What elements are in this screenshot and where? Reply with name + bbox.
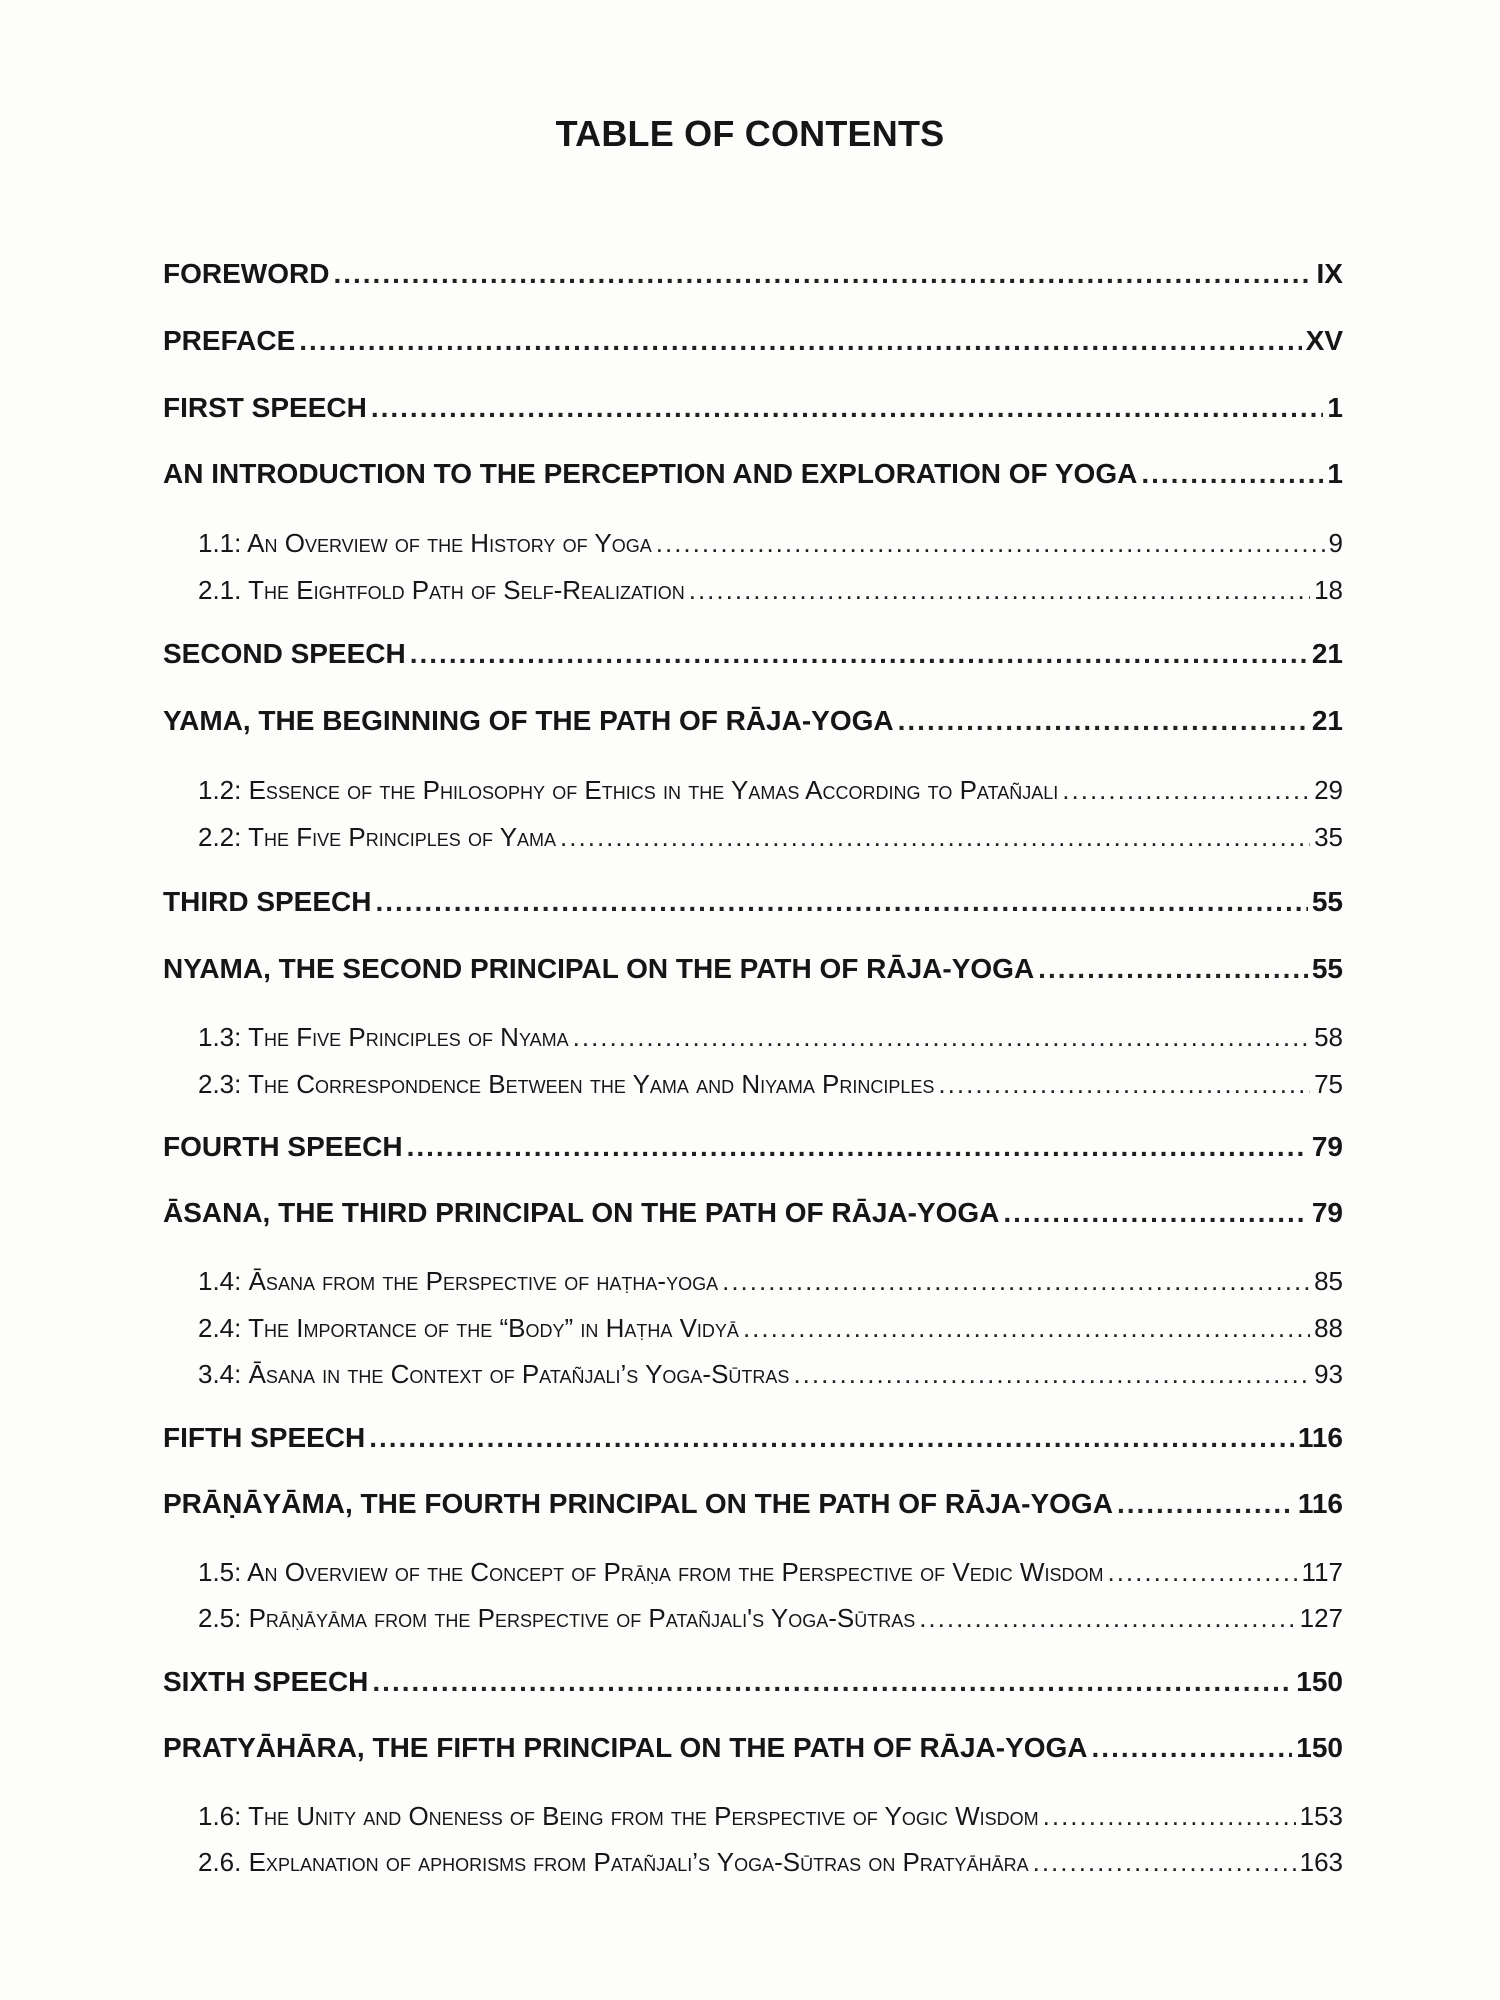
- toc-entry-label: FIFTH SPEECH: [163, 1422, 366, 1453]
- toc-entry: [163, 1557, 1343, 1593]
- dot-leader: [1003, 1197, 1307, 1229]
- toc-entry-page: 79: [1311, 1131, 1343, 1162]
- toc-entry-page: 150: [1296, 1732, 1343, 1763]
- toc-entry-label: YAMA, THE BEGINNING OF THE PATH OF RĀJA-YOGA: [163, 705, 894, 736]
- toc-entry-label: THIRD SPEECH: [163, 886, 372, 917]
- toc-entry: [163, 1801, 1343, 1837]
- dot-leader: [919, 1603, 1295, 1634]
- dot-leader: [333, 258, 1312, 290]
- toc-entry-page: 93: [1314, 1359, 1343, 1389]
- toc-entry-page: 153: [1299, 1801, 1343, 1831]
- toc-entry-page: 88: [1314, 1313, 1343, 1343]
- toc-entry-page: 55: [1311, 886, 1343, 917]
- toc-entry: [163, 528, 1343, 564]
- toc-entry-page: 150: [1296, 1666, 1343, 1697]
- toc-entry-page: 116: [1297, 1422, 1343, 1453]
- toc-entry-label: 1.1: An Overview of the History of Yoga: [198, 528, 652, 558]
- toc-entry: [163, 1603, 1343, 1639]
- toc-entry-page: 163: [1299, 1847, 1343, 1877]
- toc-entry-label: 2.2: The Five Principles of Yama: [198, 822, 557, 852]
- dot-leader: [372, 1666, 1292, 1698]
- toc-entry: [163, 1131, 1343, 1171]
- toc-entry-page: 21: [1311, 705, 1343, 736]
- toc-entry-page: 75: [1314, 1069, 1343, 1099]
- toc-entry-label: PREFACE: [163, 325, 296, 356]
- dot-leader: [689, 575, 1310, 606]
- toc-entry-label: FOREWORD: [163, 258, 330, 289]
- toc-entry: [163, 822, 1343, 858]
- toc-entry: [163, 1266, 1343, 1302]
- dot-leader: [1033, 1847, 1296, 1878]
- toc-entry-label: FOURTH SPEECH: [163, 1131, 403, 1162]
- toc-entry: [163, 705, 1343, 745]
- toc-entry-page: 116: [1297, 1488, 1343, 1519]
- toc-entry-label: SECOND SPEECH: [163, 638, 406, 669]
- toc-entry-label: PRĀṆĀYĀMA, THE FOURTH PRINCIPAL ON THE PATH OF RĀJA-YOGA: [163, 1488, 1113, 1519]
- toc-entry-label: 2.6. Explanation of aphorisms from Patañjali’s Yoga-Sūtras on Pratyāhāra: [198, 1847, 1029, 1877]
- toc-entry: [163, 392, 1343, 432]
- toc-entry-label: 1.3: The Five Principles of Nyama: [198, 1022, 569, 1052]
- toc-entry: [163, 1847, 1343, 1883]
- toc-entry: [163, 1197, 1343, 1237]
- toc-entry-label: 3.4: Āsana in the Context of Patañjali’s Yoga-Sūtras: [198, 1359, 790, 1389]
- dot-leader: [743, 1313, 1310, 1344]
- page-title: TABLE OF CONTENTS: [555, 113, 945, 154]
- dot-leader: [573, 1022, 1310, 1053]
- toc-entry-label: 2.1. The Eightfold Path of Self-Realization: [198, 575, 685, 605]
- dot-leader: [369, 1422, 1294, 1454]
- toc-entry-page: 1: [1327, 458, 1343, 489]
- toc-entry-label: PRATYĀHĀRA, THE FIFTH PRINCIPAL ON THE PATH OF RĀJA-YOGA: [163, 1732, 1088, 1763]
- toc-list: [163, 0, 1343, 2000]
- dot-leader: [1092, 1732, 1293, 1764]
- toc-entry: [163, 458, 1343, 498]
- dot-leader: [898, 705, 1308, 737]
- toc-entry-label: 1.4: Āsana from the Perspective of haṭha-yoga: [198, 1266, 719, 1296]
- toc-entry-label: SIXTH SPEECH: [163, 1666, 369, 1697]
- dot-leader: [1107, 1557, 1297, 1588]
- toc-entry-page: 9: [1328, 528, 1343, 558]
- toc-entry-page: 85: [1314, 1266, 1343, 1296]
- dot-leader: [1043, 1801, 1296, 1832]
- dot-leader: [722, 1266, 1310, 1297]
- toc-entry: [163, 775, 1343, 811]
- toc-entry: [163, 1022, 1343, 1058]
- toc-entry-page: 18: [1314, 575, 1343, 605]
- toc-entry-page: 35: [1314, 822, 1343, 852]
- toc-entry-page: 117: [1301, 1557, 1343, 1587]
- dot-leader: [375, 886, 1307, 918]
- toc-entry-page: 79: [1311, 1197, 1343, 1228]
- toc-entry-page: 21: [1311, 638, 1343, 669]
- dot-leader: [1062, 775, 1310, 806]
- toc-entry-page: 55: [1311, 953, 1343, 984]
- dot-leader: [407, 1131, 1308, 1163]
- dot-leader: [1117, 1488, 1294, 1520]
- toc-entry-label: 1.2: Essence of the Philosophy of Ethics in the Yamas According to Patañjali: [198, 775, 1059, 805]
- toc-entry: [163, 258, 1343, 298]
- toc-entry-label: 2.3: The Correspondence Between the Yama and Niyama Principles: [198, 1069, 935, 1099]
- dot-leader: [793, 1359, 1310, 1390]
- toc-entry: [163, 1422, 1343, 1462]
- toc-entry-label: 1.5: An Overview of the Concept of Prāṇa from the Perspective of Vedic Wisdom: [198, 1557, 1104, 1587]
- toc-entry-page: 29: [1314, 775, 1343, 805]
- toc-entry: [163, 1488, 1343, 1528]
- toc-entry: [163, 1313, 1343, 1349]
- toc-entry-page: XV: [1305, 325, 1343, 356]
- toc-entry: [163, 1069, 1343, 1105]
- toc-entry-label: FIRST SPEECH: [163, 392, 367, 423]
- toc-entry-page: IX: [1316, 258, 1343, 289]
- toc-entry: [163, 1359, 1343, 1395]
- toc-entry-page: 1: [1327, 392, 1343, 423]
- toc-entry: [163, 886, 1343, 926]
- toc-entry-page: 127: [1299, 1603, 1343, 1633]
- dot-leader: [410, 638, 1308, 670]
- toc-entry-label: ĀSANA, THE THIRD PRINCIPAL ON THE PATH OF RĀJA-YOGA: [163, 1197, 1000, 1228]
- toc-entry-label: AN INTRODUCTION TO THE PERCEPTION AND EXPLORATION OF YOGA: [163, 458, 1138, 489]
- toc-entry: [163, 1666, 1343, 1706]
- toc-entry-label: 2.5: Prāṇāyāma from the Perspective of Patañjali's Yoga-Sūtras: [198, 1603, 916, 1633]
- dot-leader: [299, 325, 1301, 357]
- dot-leader: [1038, 953, 1308, 985]
- dot-leader: [560, 822, 1310, 853]
- dot-leader: [938, 1069, 1310, 1100]
- toc-entry-label: 2.4: The Importance of the “Body” in Haṭha Vidyā: [198, 1313, 739, 1343]
- toc-entry: [163, 953, 1343, 993]
- toc-entry-label: 1.6: The Unity and Oneness of Being from the Perspective of Yogic Wisdom: [198, 1801, 1039, 1831]
- dot-leader: [656, 528, 1325, 559]
- toc-entry-label: NYAMA, THE SECOND PRINCIPAL ON THE PATH OF RĀJA-YOGA: [163, 953, 1035, 984]
- dot-leader: [1141, 458, 1323, 490]
- toc-entry: [163, 638, 1343, 678]
- toc-entry-page: 58: [1314, 1022, 1343, 1052]
- toc-entry: [163, 1732, 1343, 1772]
- toc-entry: [163, 575, 1343, 611]
- dot-leader: [371, 392, 1324, 424]
- toc-entry: [163, 325, 1343, 365]
